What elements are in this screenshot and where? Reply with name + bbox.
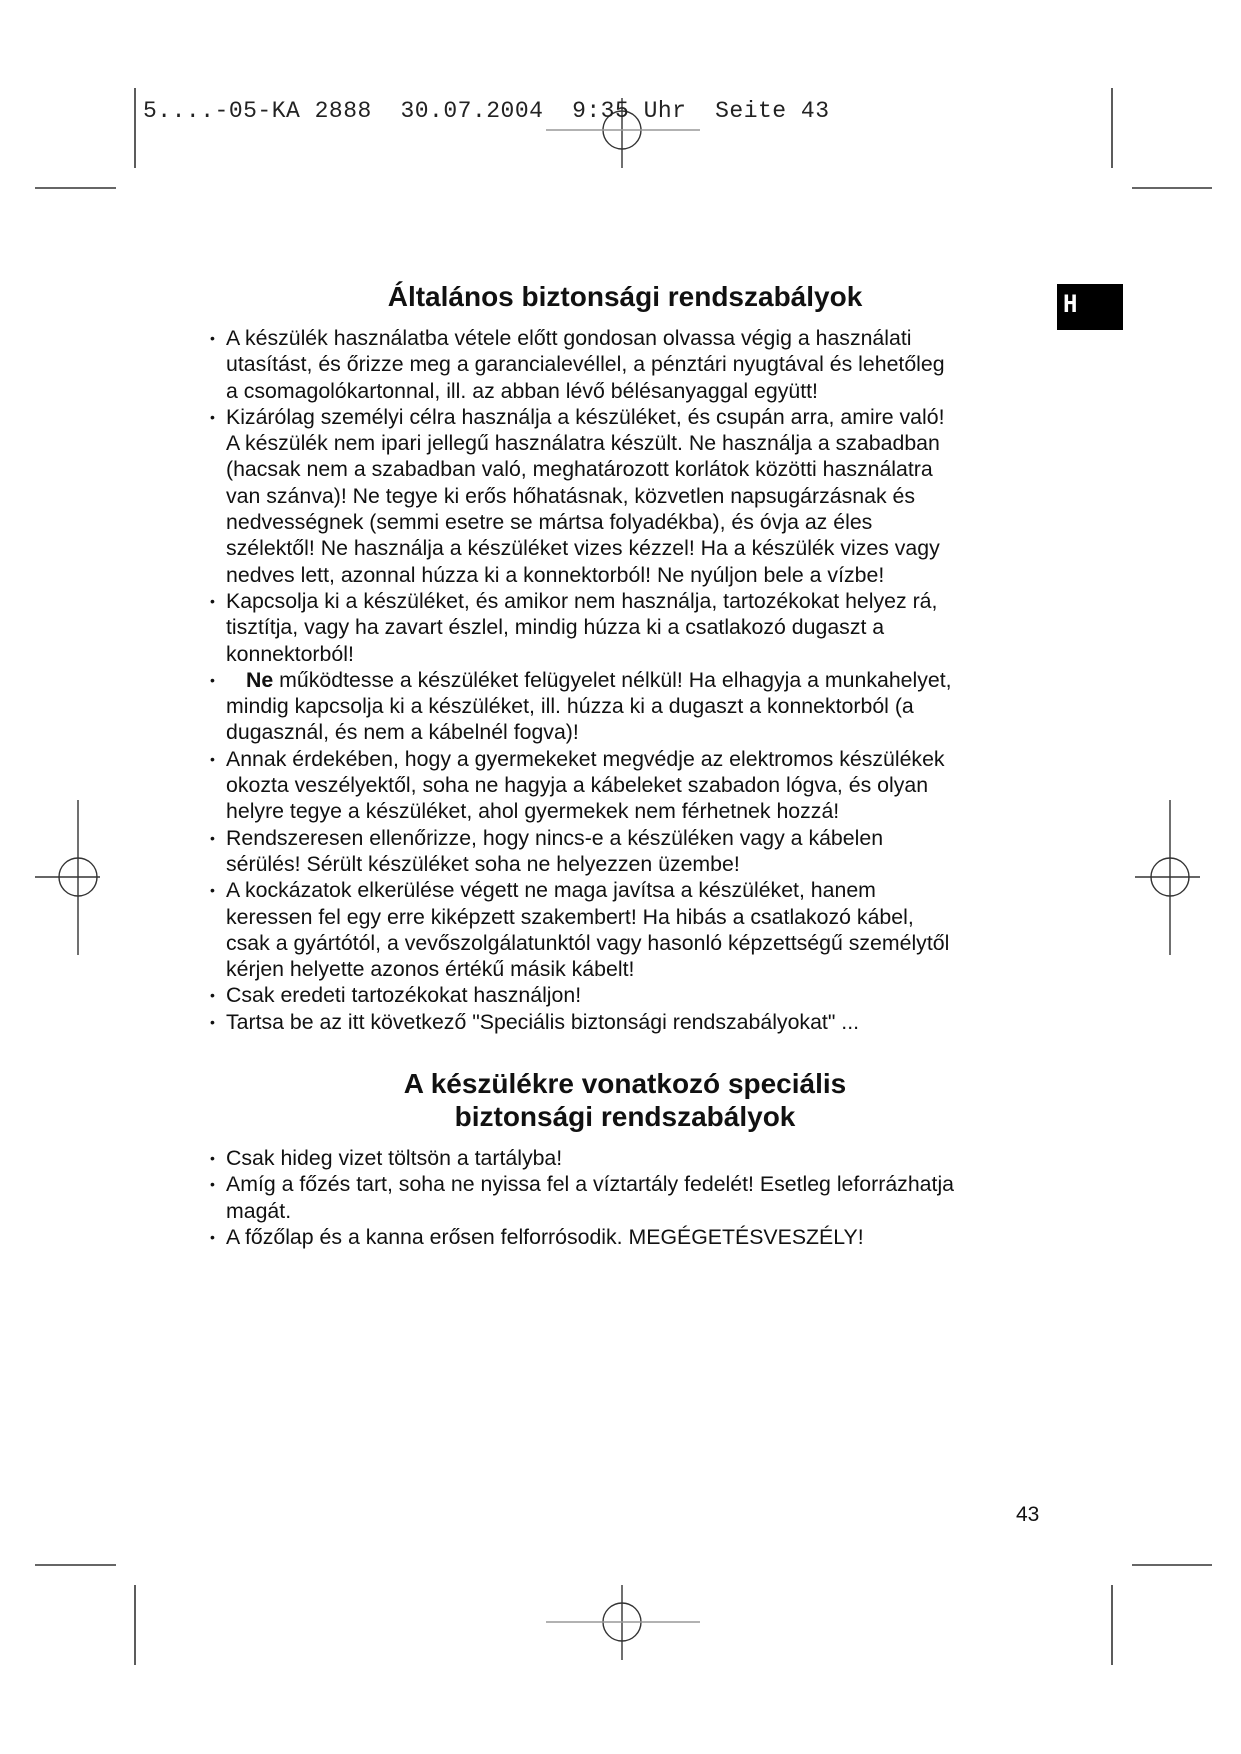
- list-item: • Csak hideg vizet töltsön a tartályba!: [206, 1145, 1086, 1171]
- list-item: • Annak érdekében, hogy a gyermekeket megvédje az elektromos készülékek okozta veszélyektől, soha ne hagyja a kábeleket szabadon lógva, és olyan helyre tegye a készüléket, ahol gyermekek nem férhetnek hozzá!: [206, 746, 1086, 825]
- list-item: • A főzőlap és a kanna erősen felforrósodik. MEGÉGETÉSVESZÉLY!: [206, 1224, 1086, 1250]
- list-item: • Kizárólag személyi célra használja a készüléket, és csupán arra, amire való! A készülék nem ipari jellegű használatra készült. Ne használja a szabadban (hacsak nem a szabadban való, meghatározott korlátok közötti használatra van szánva)! Ne tegye ki erős hőhatásnak, közvetlen napsugárzásnak és nedvességnek (semmi esetre se mártsa folyadékba), és óvja az éles szélektől! Ne használja a készüléket vizes kézzel! Ha a készülék vizes vagy nedves lett, azonnal húzza ki a konnektorból! Ne nyúljon bele a vízbe!: [206, 404, 1086, 588]
- registration-target-left: [35, 800, 100, 955]
- language-tab: H: [1057, 284, 1123, 330]
- list-item-text: működtesse a készüléket felügyelet nélkül! Ha elhagyja a munkahelyet, mindig kapcsolja ki a készüléket, ill. húzza ki a dugaszt a konnektorból (a dugasznál, és nem a kábelnél fogva)!: [226, 667, 952, 745]
- emphasis-ne: Ne: [246, 667, 274, 692]
- section-title-special-safety: [200, 1067, 1050, 1133]
- registration-target-bottom: [546, 1585, 700, 1660]
- section-title-line-1: A készülékre vonatkozó speciális: [403, 1068, 847, 1099]
- special-safety-list: [206, 1145, 1086, 1250]
- list-item: • A készülék használatba vétele előtt gondosan olvassa végig a használati utasítást, és őrizze meg a garancialevéllel, a pénztári nyugtával és lehetőleg a csomagolókartonnal, ill. az abban lévő bélésanyaggal együtt!: [206, 325, 1086, 404]
- section-title-general-safety: Általános biztonsági rendszabályok: [387, 281, 863, 312]
- list-item: • Tartsa be az itt következő "Speciális biztonsági rendszabályokat" ...: [206, 1009, 1086, 1035]
- print-slug-line: 5....-05-KA 2888 30.07.2004 9:35 Uhr Seite 43: [143, 98, 830, 124]
- general-safety-list: [206, 325, 1086, 1035]
- list-item: • A kockázatok elkerülése végett ne maga javítsa a készüléket, hanem keressen fel egy erre kiképzett szakembert! Ha hibás a csatlakozó kábel, csak a gyártótól, a vevőszolgálatunktól vagy hasonló képzettségű személytől kérjen helyette azonos értékű másik kábelt!: [206, 877, 1086, 982]
- list-item: • Amíg a főzés tart, soha ne nyissa fel a víztartály fedelét! Esetleg leforrázhatja magát.: [206, 1171, 1086, 1224]
- list-item: • Rendszeresen ellenőrizze, hogy nincs-e a készüléken vagy a kábelen sérülés! Sérült készüléket soha ne helyezzen üzembe!: [206, 825, 1086, 878]
- registration-target-right: [1135, 800, 1200, 955]
- list-item: • Csak eredeti tartozékokat használjon!: [206, 982, 1086, 1008]
- page-number: 43: [1016, 1503, 1040, 1526]
- section-title-line-2: biztonsági rendszabályok: [454, 1101, 796, 1132]
- list-item: [206, 667, 1086, 746]
- list-item: • Kapcsolja ki a készüléket, és amikor nem használja, tartozékokat helyez rá, tisztítja, vagy ha zavart észlel, mindig húzza ki a csatlakozó dugaszt a konnektorból!: [206, 588, 1086, 667]
